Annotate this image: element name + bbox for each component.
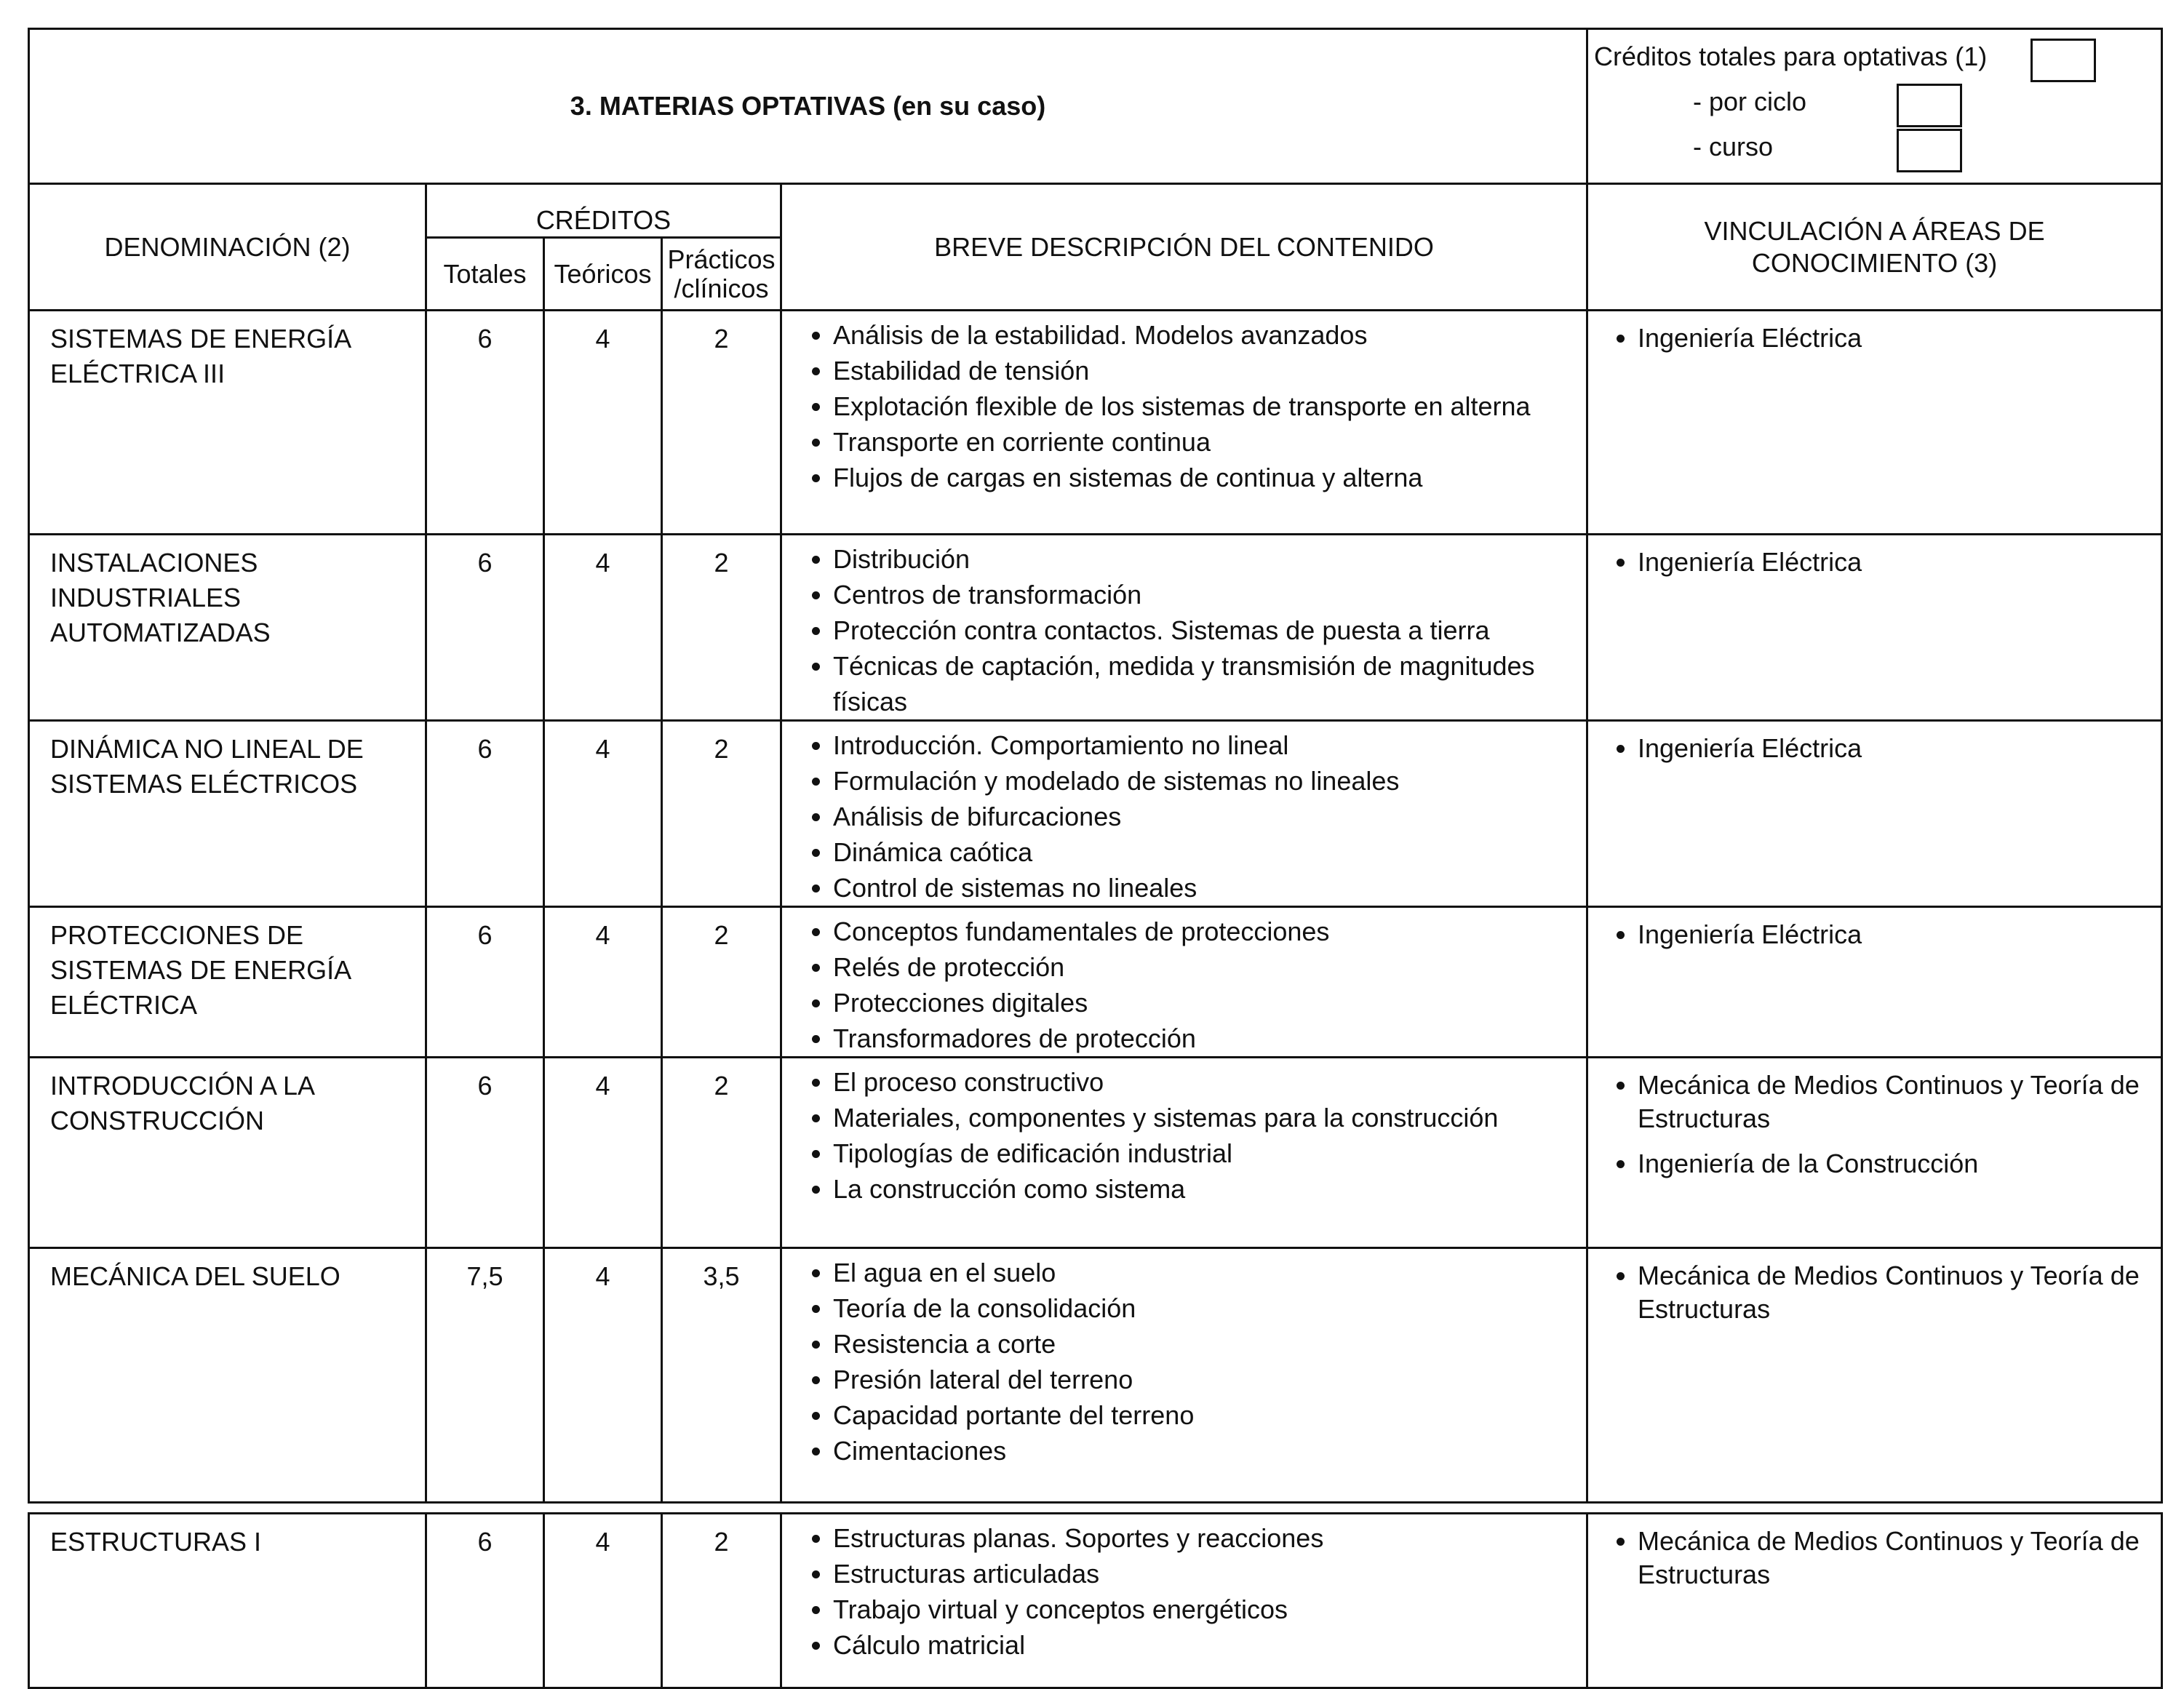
credits-totales: 6: [426, 721, 544, 907]
credits-totales: 6: [426, 311, 544, 535]
list-item: • Teoría de la consolidación: [833, 1290, 1579, 1326]
areas-cell: [1587, 907, 2162, 1058]
subject-name: ESTRUCTURAS I: [29, 1514, 426, 1688]
optativas-table: [28, 28, 2163, 1689]
credits-box: [1587, 29, 2162, 184]
header-practicos: Prácticos /clínicos: [662, 238, 781, 311]
list-item: • Transporte en corriente continua: [833, 424, 1579, 460]
list-item: • Presión lateral del terreno: [833, 1362, 1579, 1397]
credits-totales: 6: [426, 1514, 544, 1688]
credits-totales: 6: [426, 907, 544, 1058]
area-item: • Mecánica de Medios Continuos y Teoría de Estructuras: [1638, 1259, 2146, 1326]
list-item: • Protección contra contactos. Sistemas de puesta a tierra: [833, 612, 1579, 648]
credits-teoricos: 4: [544, 311, 662, 535]
credits-practicos: 2: [662, 1514, 781, 1688]
header-creditos: CRÉDITOS: [426, 184, 781, 238]
credits-teoricos: 4: [544, 1514, 662, 1688]
table-row: [29, 1058, 2162, 1248]
content-cell: [781, 311, 1587, 535]
credits-teoricos: 4: [544, 721, 662, 907]
credits-practicos: 2: [662, 1058, 781, 1248]
credits-practicos: 2: [662, 721, 781, 907]
list-item: • Estabilidad de tensión: [833, 353, 1579, 388]
list-item: • Materiales, componentes y sistemas para la construcción: [833, 1100, 1579, 1135]
areas-cell: [1587, 1058, 2162, 1248]
per-course-field[interactable]: [1897, 129, 1962, 172]
title-cell: [29, 29, 1587, 184]
list-item: • Control de sistemas no lineales: [833, 870, 1579, 906]
list-item: • Estructuras articuladas: [833, 1556, 1579, 1592]
credits-teoricos: 4: [544, 1058, 662, 1248]
credits-teoricos: 4: [544, 1248, 662, 1503]
header-descripcion: BREVE DESCRIPCIÓN DEL CONTENIDO: [781, 184, 1587, 311]
list-item: • Trabajo virtual y conceptos energéticos: [833, 1592, 1579, 1627]
table-row: [29, 1248, 2162, 1503]
subject-name: INTRODUCCIÓN A LA CONSTRUCCIÓN: [29, 1058, 426, 1248]
header-teoricos: Teóricos: [544, 238, 662, 311]
per-cycle-label: - por ciclo: [1693, 87, 1807, 116]
list-item: • Centros de transformación: [833, 577, 1579, 612]
content-cell: [781, 535, 1587, 721]
credits-totales: 6: [426, 535, 544, 721]
list-item: • Dinámica caótica: [833, 834, 1579, 870]
list-item: • Análisis de bifurcaciones: [833, 799, 1579, 834]
area-item: • Ingeniería Eléctrica: [1638, 546, 2146, 579]
header-vinculacion: VINCULACIÓN A ÁREAS DE CONOCIMIENTO (3): [1587, 184, 2162, 311]
document-page: [28, 28, 2161, 1689]
list-item: • Distribución: [833, 541, 1579, 577]
table-row: [29, 1514, 2162, 1688]
subject-name: INSTALACIONES INDUSTRIALES AUTOMATIZADAS: [29, 535, 426, 721]
table-row: [29, 907, 2162, 1058]
area-item: • Ingeniería de la Construcción: [1638, 1147, 2146, 1181]
table-row: [29, 311, 2162, 535]
content-cell: [781, 1058, 1587, 1248]
credits-teoricos: 4: [544, 535, 662, 721]
subject-name: SISTEMAS DE ENERGÍA ELÉCTRICA III: [29, 311, 426, 535]
credits-practicos: 3,5: [662, 1248, 781, 1503]
list-item: • Cimentaciones: [833, 1433, 1579, 1469]
area-item: • Ingeniería Eléctrica: [1638, 732, 2146, 765]
credits-practicos: 2: [662, 907, 781, 1058]
list-item: • Explotación flexible de los sistemas de transporte en alterna: [833, 388, 1579, 424]
list-item: • Estructuras planas. Soportes y reacciones: [833, 1520, 1579, 1556]
total-credits-field[interactable]: [2030, 39, 2096, 82]
per-cycle-field[interactable]: [1897, 84, 1962, 127]
list-item: • Tipologías de edificación industrial: [833, 1135, 1579, 1171]
header-totales: Totales: [426, 238, 544, 311]
list-item: • Análisis de la estabilidad. Modelos avanzados: [833, 317, 1579, 353]
subject-name: MECÁNICA DEL SUELO: [29, 1248, 426, 1503]
credits-practicos: 2: [662, 311, 781, 535]
per-course-label: - curso: [1693, 132, 1774, 161]
table-row: [29, 535, 2162, 721]
header-denominacion: DENOMINACIÓN (2): [29, 184, 426, 311]
area-item: • Mecánica de Medios Continuos y Teoría de Estructuras: [1638, 1525, 2146, 1592]
content-cell: [781, 1514, 1587, 1688]
areas-cell: [1587, 721, 2162, 907]
credits-totales: 6: [426, 1058, 544, 1248]
list-item: • Conceptos fundamentales de protecciones: [833, 914, 1579, 949]
credits-totales: 7,5: [426, 1248, 544, 1503]
content-cell: [781, 907, 1587, 1058]
content-cell: [781, 1248, 1587, 1503]
total-credits-label: Créditos totales para optativas (1): [1594, 41, 1988, 71]
area-item: • Mecánica de Medios Continuos y Teoría de Estructuras: [1638, 1069, 2146, 1135]
list-item: • Capacidad portante del terreno: [833, 1397, 1579, 1433]
subject-name: PROTECCIONES DE SISTEMAS DE ENERGÍA ELÉCTRICA: [29, 907, 426, 1058]
list-item: • Cálculo matricial: [833, 1627, 1579, 1663]
list-item: • Introducción. Comportamiento no lineal: [833, 727, 1579, 763]
areas-cell: [1587, 311, 2162, 535]
areas-cell: [1587, 535, 2162, 721]
list-item: • Resistencia a corte: [833, 1326, 1579, 1362]
list-item: • Flujos de cargas en sistemas de continua y alterna: [833, 460, 1579, 495]
list-item: • El proceso constructivo: [833, 1064, 1579, 1100]
subject-name: DINÁMICA NO LINEAL DE SISTEMAS ELÉCTRICOS: [29, 721, 426, 907]
list-item: • La construcción como sistema: [833, 1171, 1579, 1207]
area-item: • Ingeniería Eléctrica: [1638, 322, 2146, 355]
list-item: • Técnicas de captación, medida y transmisión de magnitudes físicas: [833, 648, 1579, 719]
content-cell: [781, 721, 1587, 907]
page-title: 3. MATERIAS OPTATIVAS (en su caso): [570, 91, 1046, 121]
credits-practicos: 2: [662, 535, 781, 721]
areas-cell: [1587, 1248, 2162, 1503]
credits-teoricos: 4: [544, 907, 662, 1058]
list-item: • Formulación y modelado de sistemas no lineales: [833, 763, 1579, 799]
list-item: • Relés de protección: [833, 949, 1579, 985]
table-row: [29, 721, 2162, 907]
areas-cell: [1587, 1514, 2162, 1688]
list-item: • Transformadores de protección: [833, 1021, 1579, 1056]
list-item: • El agua en el suelo: [833, 1255, 1579, 1290]
list-item: • Protecciones digitales: [833, 985, 1579, 1021]
area-item: • Ingeniería Eléctrica: [1638, 918, 2146, 951]
